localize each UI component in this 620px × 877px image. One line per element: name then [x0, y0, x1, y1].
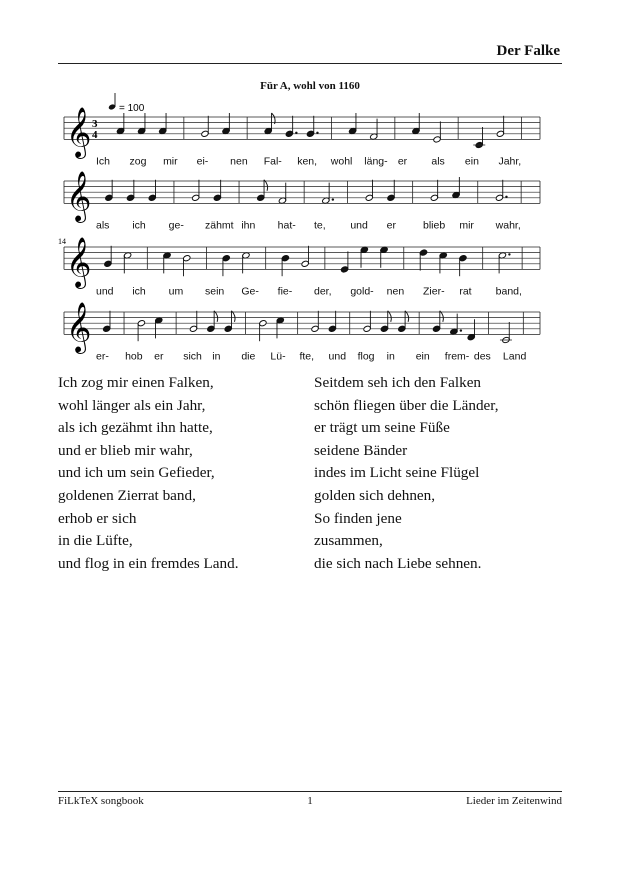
lyric-syllable: gold-: [350, 285, 374, 298]
lyric-syllable: er: [386, 219, 397, 232]
time-signature-bottom: 4: [92, 129, 98, 141]
lyric-syllable: ich: [132, 285, 146, 298]
measure-number: 14: [58, 237, 66, 246]
lyric-syllable: Land: [502, 350, 527, 363]
lyric-syllable: und: [328, 350, 347, 363]
note-flag: [405, 311, 409, 322]
lyric-syllable: band,: [495, 285, 522, 298]
lyric-syllable: blieb: [423, 219, 446, 232]
lyric-syllable: wahr,: [495, 219, 521, 232]
lyric-syllable: ich: [132, 219, 146, 232]
time-signature-top: 3: [92, 118, 98, 130]
lyric-syllable: und: [350, 219, 368, 232]
tempo-marking: = 100: [119, 103, 145, 114]
lyric-syllable: frem-: [444, 350, 470, 363]
lyric-syllable: flog: [357, 350, 375, 363]
poem-line: in die Lüfte,: [58, 532, 133, 550]
lyric-syllable: hat-: [277, 219, 296, 232]
lyric-syllable: ihn: [241, 219, 256, 232]
note-flag: [214, 311, 218, 322]
lyric-syllable: Ich: [96, 155, 111, 168]
poem-line: seidene Bänder: [314, 441, 408, 459]
poem-line: wohl länger als ein Jahr,: [58, 396, 206, 414]
lyric-syllable: sich: [183, 350, 202, 363]
song-subtitle: Für A, wohl von 1160: [260, 80, 360, 92]
lyric-syllable: te,: [314, 219, 326, 232]
lyric-syllable: Fal-: [263, 155, 282, 168]
lyric-syllable: fie-: [277, 285, 293, 298]
lyric-syllable: mir: [163, 155, 178, 168]
lyric-syllable: wohl: [330, 155, 353, 168]
lyric-syllable: als: [96, 219, 110, 232]
note-dot: [505, 196, 507, 198]
lyric-syllable: sein: [205, 285, 225, 298]
lyric-syllable: und: [96, 285, 114, 298]
lyric-syllable: fte,: [299, 350, 315, 363]
lyric-syllable: die: [241, 350, 256, 363]
treble-clef: 𝄞: [66, 107, 92, 158]
poem-line: er trägt um seine Füße: [314, 419, 450, 437]
lyric-syllable: läng-: [364, 155, 388, 168]
lyric-syllable: er-: [96, 350, 109, 363]
footer-book-title: FiLkTeX songbook: [58, 795, 144, 807]
lyric-syllable: ein: [464, 155, 479, 168]
poem-line: erhob er sich: [58, 509, 137, 527]
lyric-syllable: um: [168, 285, 184, 298]
note-flag: [440, 311, 444, 322]
lyric-syllable: als: [431, 155, 445, 168]
page-number: 1: [307, 795, 313, 807]
poem-line: indes im Licht seine Flügel: [314, 464, 480, 482]
footer-collection-title: Lieder im Zeitenwind: [466, 795, 562, 807]
note-dot: [295, 132, 297, 134]
poem-line: die sich nach Liebe sehnen.: [314, 554, 482, 572]
note-dot: [508, 253, 510, 255]
lyric-syllable: des: [473, 350, 491, 363]
note-dot: [332, 198, 334, 200]
lyric-syllable: nen: [230, 155, 248, 168]
lyric-syllable: ei-: [196, 155, 209, 168]
lyric-syllable: er: [397, 155, 408, 168]
lyric-syllable: in: [212, 350, 221, 363]
note-flag: [232, 311, 236, 322]
music-score: [0, 0, 620, 370]
lyric-syllable: nen: [386, 285, 405, 298]
poem-line: So finden jene: [314, 509, 402, 527]
lyric-syllable: Ge-: [241, 285, 259, 298]
poem-line: goldenen Zierrat band,: [58, 486, 196, 504]
lyric-syllable: der,: [314, 285, 332, 298]
song-title: Der Falke: [496, 43, 560, 59]
lyric-syllable: ken,: [297, 155, 318, 168]
treble-clef: 𝄞: [66, 237, 92, 288]
treble-clef: 𝄞: [66, 171, 92, 222]
lyric-syllable: Zier-: [423, 285, 445, 298]
lyric-syllable: mir: [459, 219, 474, 232]
note-dot: [316, 132, 318, 134]
treble-clef: 𝄞: [66, 302, 92, 353]
poem-left-column: [58, 372, 239, 575]
poem-line: golden sich dehnen,: [314, 486, 436, 504]
poem-line: Ich zog mir einen Falken,: [58, 374, 214, 391]
poem-right-column: [314, 372, 499, 575]
note-flag: [388, 311, 392, 322]
lyric-syllable: Lü-: [270, 350, 286, 363]
poem-line: Seitdem seh ich den Falken: [314, 374, 482, 391]
poem-line: zusammen,: [314, 532, 383, 550]
lyric-syllable: Jahr,: [498, 155, 522, 168]
poem-line: und er blieb mir wahr,: [58, 441, 193, 459]
lyric-syllable: in: [386, 350, 395, 363]
note-dot: [460, 329, 462, 331]
lyric-syllable: zähmt: [205, 219, 234, 232]
lyric-syllable: rat: [459, 285, 472, 298]
footer-rule: [58, 791, 562, 792]
note-flag: [264, 180, 268, 191]
poem-line: schön fliegen über die Länder,: [314, 396, 499, 414]
poem-line: und ich um sein Gefieder,: [58, 464, 215, 482]
lyric-syllable: zog: [129, 155, 147, 168]
lyric-syllable: ein: [415, 350, 430, 363]
poem-line: und flog in ein fremdes Land.: [58, 554, 239, 572]
poem-line: als ich gezähmt ihn hatte,: [58, 419, 213, 437]
lyric-syllable: hob: [125, 350, 143, 363]
lyric-syllable: er: [154, 350, 164, 363]
lyric-syllable: ge-: [168, 219, 184, 232]
